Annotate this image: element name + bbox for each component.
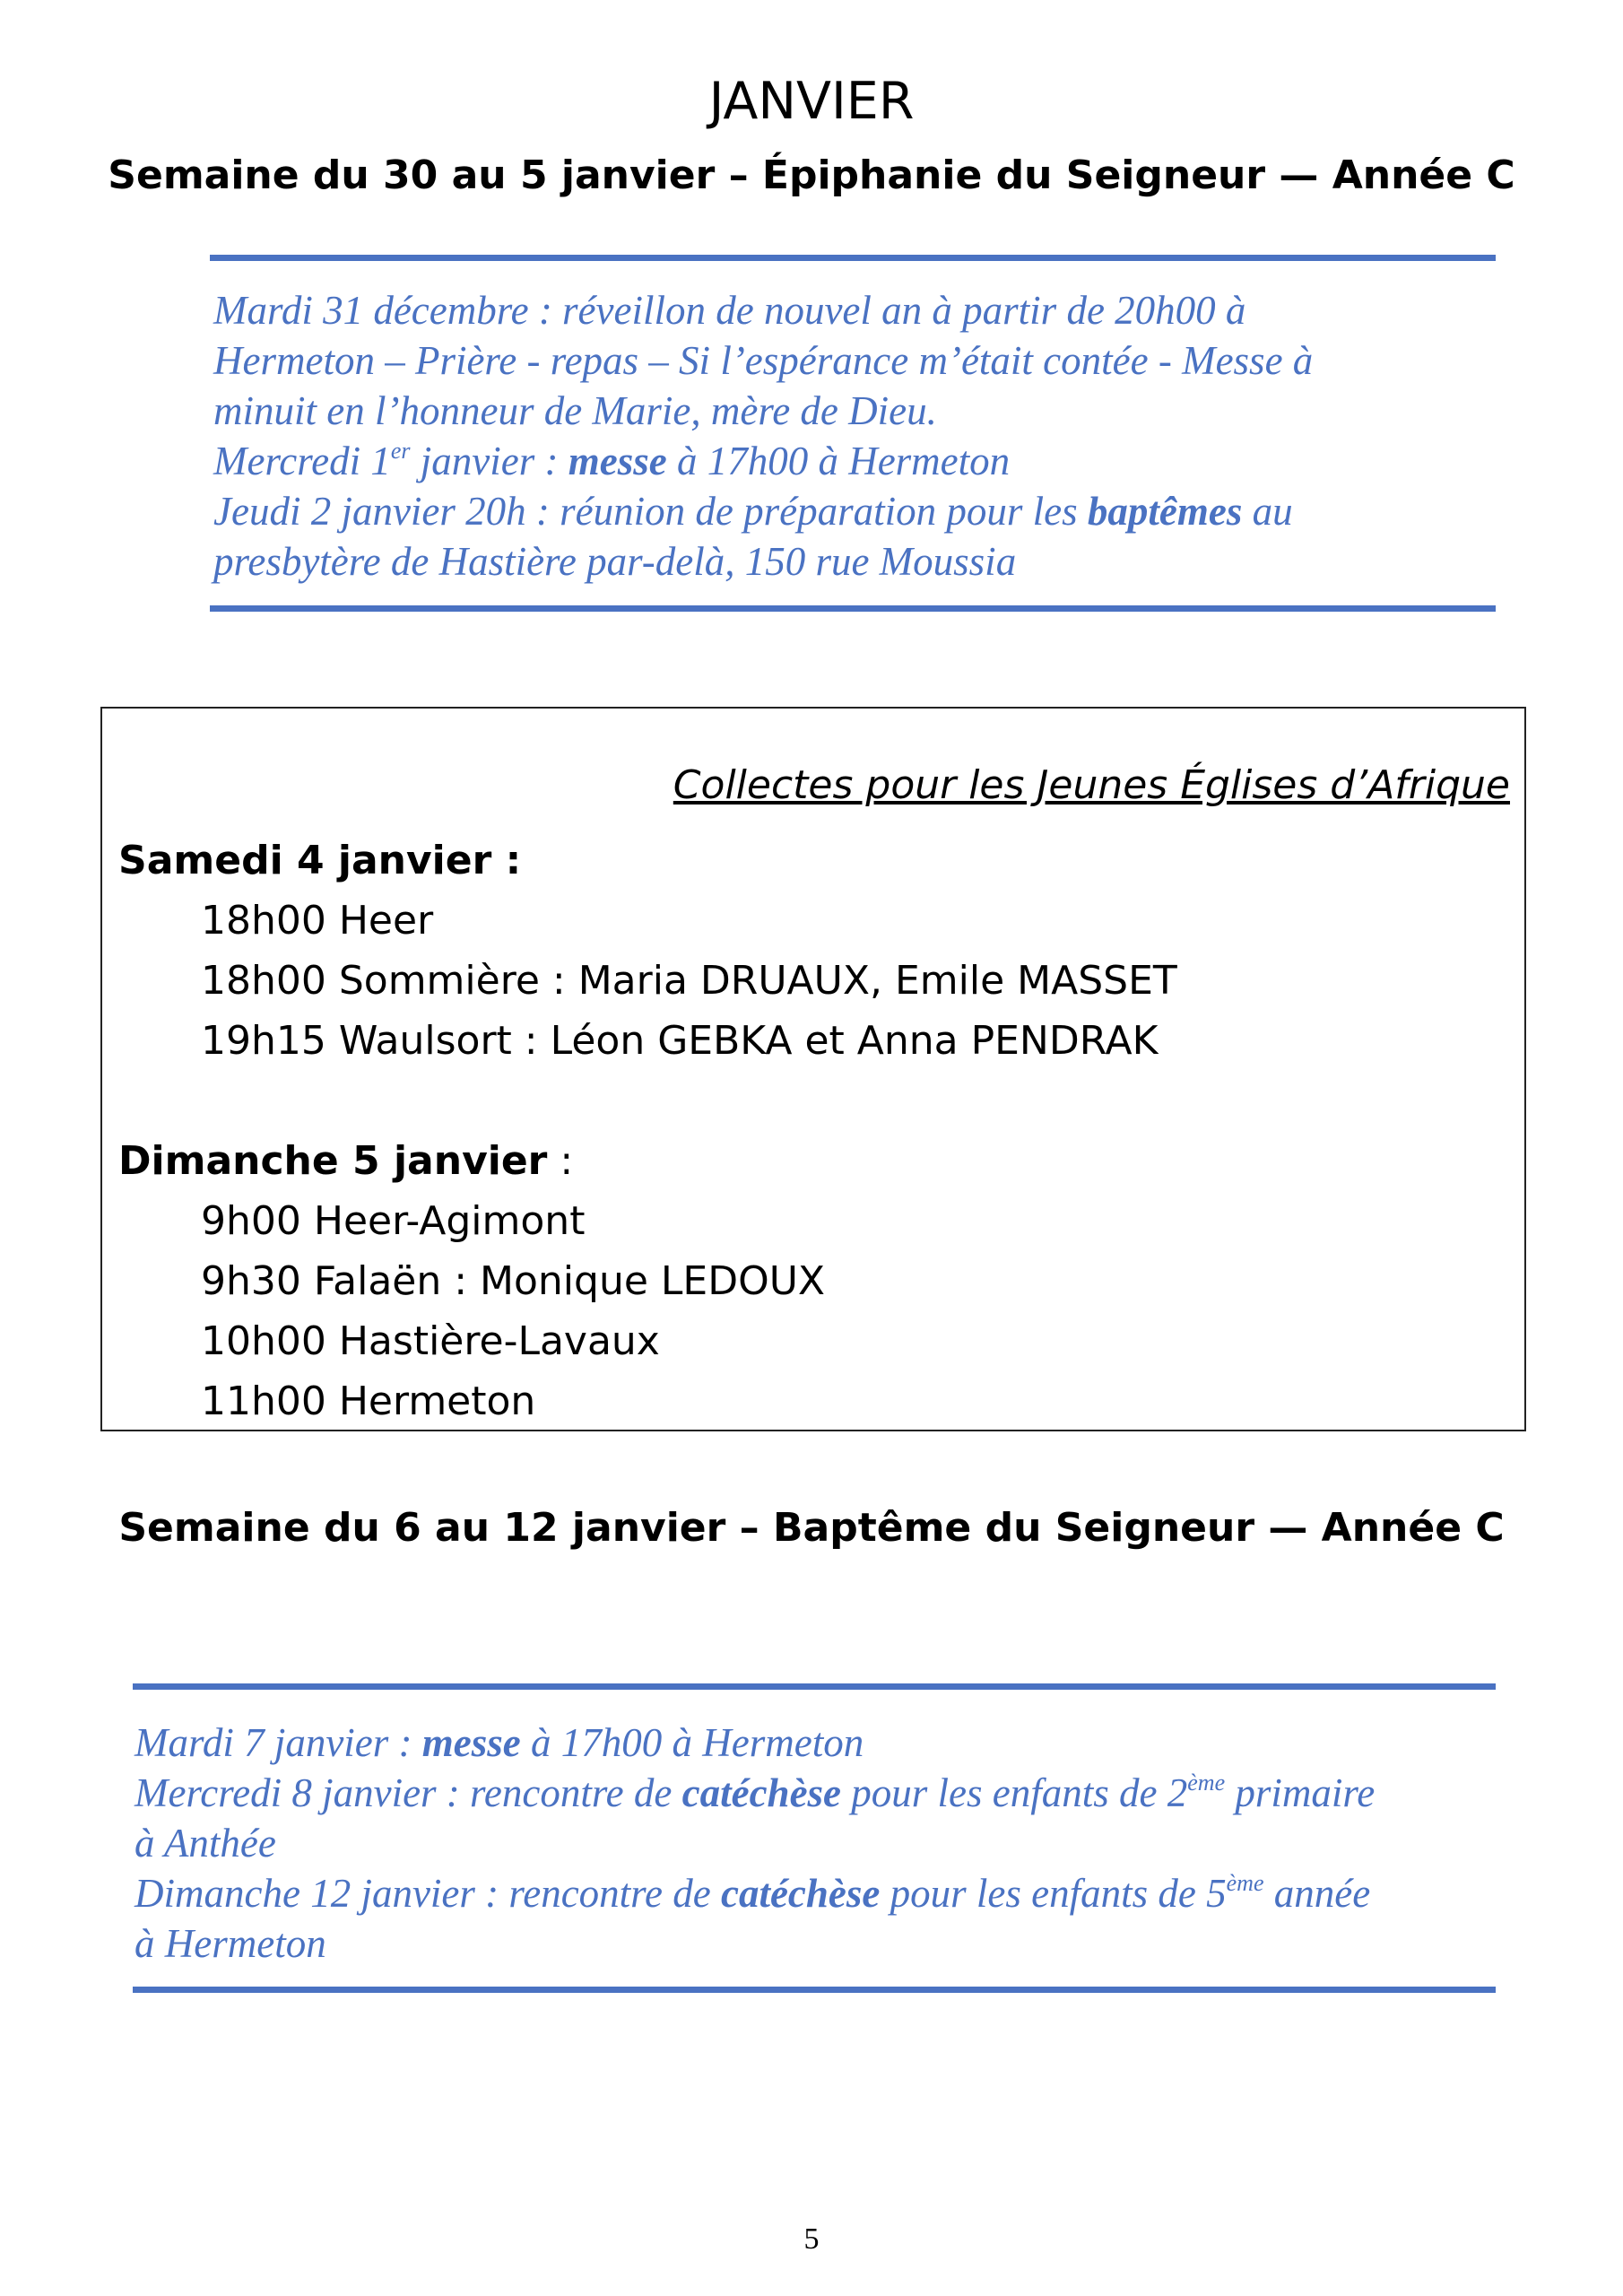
week2-top-rule xyxy=(133,1683,1496,1690)
mass-entry: 9h30 Falaën : Monique LEDOUX xyxy=(201,1258,826,1304)
page-title: JANVIER xyxy=(708,72,915,131)
week1-heading: Semaine du 30 au 5 janvier – Épiphanie du Seigneur — Année C xyxy=(108,152,1515,198)
mass-entry: 11h00 Hermeton xyxy=(201,1378,536,1424)
week1-top-rule xyxy=(210,255,1496,261)
collect-note: Collectes pour les Jeunes Églises d’Afrique xyxy=(673,762,1510,808)
notice-line: Mardi 31 décembre : réveillon de nouvel an à partir de 20h00 à xyxy=(213,288,1246,333)
week2-notices xyxy=(135,1718,1375,1969)
notice-line: Mercredi 8 janvier : rencontre de catéchèse pour les enfants de 2ème primaire xyxy=(135,1770,1376,1815)
notice-line: à Anthée xyxy=(135,1821,276,1866)
notice-line: Hermeton – Prière - repas – Si l’espérance m’était contée - Messe à xyxy=(213,338,1314,383)
week1-notices xyxy=(213,285,1313,587)
week2-heading: Semaine du 6 au 12 janvier – Baptême du Seigneur — Année C xyxy=(118,1505,1505,1551)
sunday-heading: Dimanche 5 janvier : xyxy=(118,1138,574,1184)
week2-bottom-rule xyxy=(133,1987,1496,1993)
page-number: 5 xyxy=(803,2222,820,2256)
mass-entry: 18h00 Heer xyxy=(201,898,434,944)
mass-entry: 9h00 Heer-Agimont xyxy=(201,1198,586,1244)
notice-line: à Hermeton xyxy=(135,1921,326,1966)
week1-bottom-rule xyxy=(210,605,1496,612)
notice-line: Mardi 7 janvier : messe à 17h00 à Hermeton xyxy=(135,1720,864,1765)
mass-schedule-box xyxy=(100,707,1526,1431)
mass-entry: 18h00 Sommière : Maria DRUAUX, Emile MASSET xyxy=(201,958,1177,1004)
notice-line: Mercredi 1er janvier : messe à 17h00 à Hermeton xyxy=(213,438,1011,483)
mass-entry: 10h00 Hastière-Lavaux xyxy=(201,1318,660,1364)
notice-line: minuit en l’honneur de Marie, mère de Dieu. xyxy=(213,388,937,433)
notice-line: presbytère de Hastière par-delà, 150 rue Moussia xyxy=(213,539,1017,584)
saturday-heading: Samedi 4 janvier : xyxy=(118,838,522,883)
mass-entry: 19h15 Waulsort : Léon GEBKA et Anna PENDRAK xyxy=(201,1018,1159,1064)
notice-line: Dimanche 12 janvier : rencontre de catéchèse pour les enfants de 5ème année xyxy=(135,1870,1371,1916)
notice-line: Jeudi 2 janvier 20h : réunion de préparation pour les baptêmes au xyxy=(213,489,1293,534)
